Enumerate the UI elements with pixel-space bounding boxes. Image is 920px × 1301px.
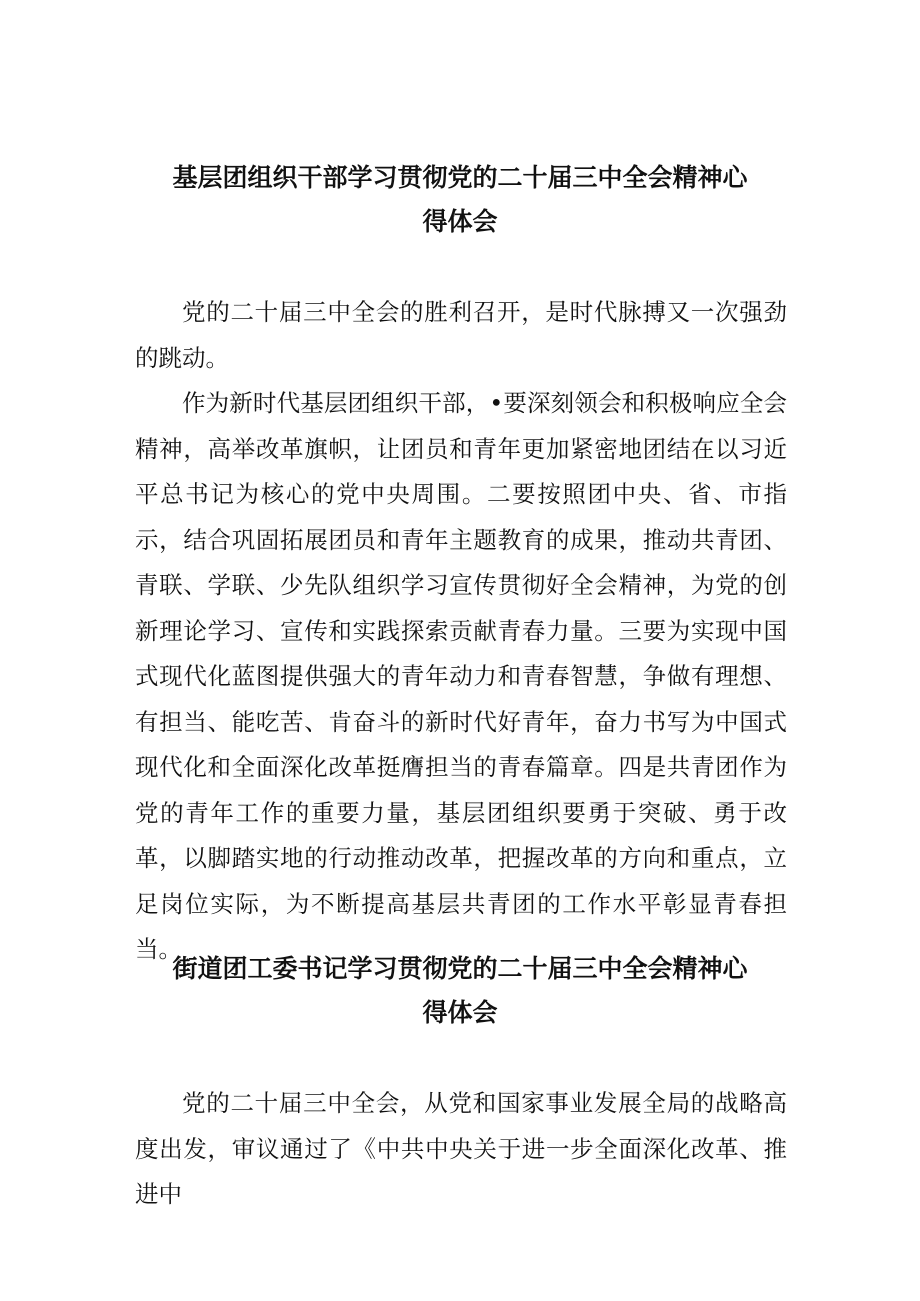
- section-2-paragraph-1: 党的二十届三中全会，从党和国家事业发展全局的战略高度出发，审议通过了《中共中央关于进一步全面深化改革、推进中: [135, 1089, 787, 1208]
- section-title-1-line-1: 基层团组织干部学习贯彻党的二十届三中全会精神心: [172, 163, 748, 192]
- section-1-paragraph-2: 作为新时代基层团组织干部，•要深刻领会和积极响应全会精神，高举改革旗帜，让团员和青年更加紧密地团结在以习近平总书记为核心的党中央周围。二要按照团中央、省、市指示，结合巩固拓展团员和青年主题教育的成果，推动共青团、青联、学联、少先队组织学习宣传贯彻好全会精神，为党的创新理论学习、宣传和实践探索贡献青春力量。三要为实现中国式现代化蓝图提供强大的青年动力和青春智慧，争做有理想、有担当、能吃苦、肯奋斗的新时代好青年，奋力书写为中国式现代化和全面深化改革挺膺担当的青春篇章。四是共青团作为党的青年工作的重要力量，基层团组织要勇于突破、勇于改革，以脚踏实地的行动推动改革，把握改革的方向和重点，立足岗位实际，为不断提高基层共青团的工作水平彰显青春担当。: [135, 389, 787, 963]
- section-title-2: [130, 947, 790, 1035]
- section-title-2-line-2: 得体会: [422, 998, 498, 1027]
- section-title-2-line-1: 街道团工委书记学习贯彻党的二十届三中全会精神心: [172, 954, 748, 983]
- section-1-paragraph-1: 党的二十届三中全会的胜利召开，是时代脉搏又一次强劲的跳动。: [135, 298, 787, 372]
- section-title-1: [130, 156, 790, 244]
- section-title-1-line-2: 得体会: [422, 207, 498, 236]
